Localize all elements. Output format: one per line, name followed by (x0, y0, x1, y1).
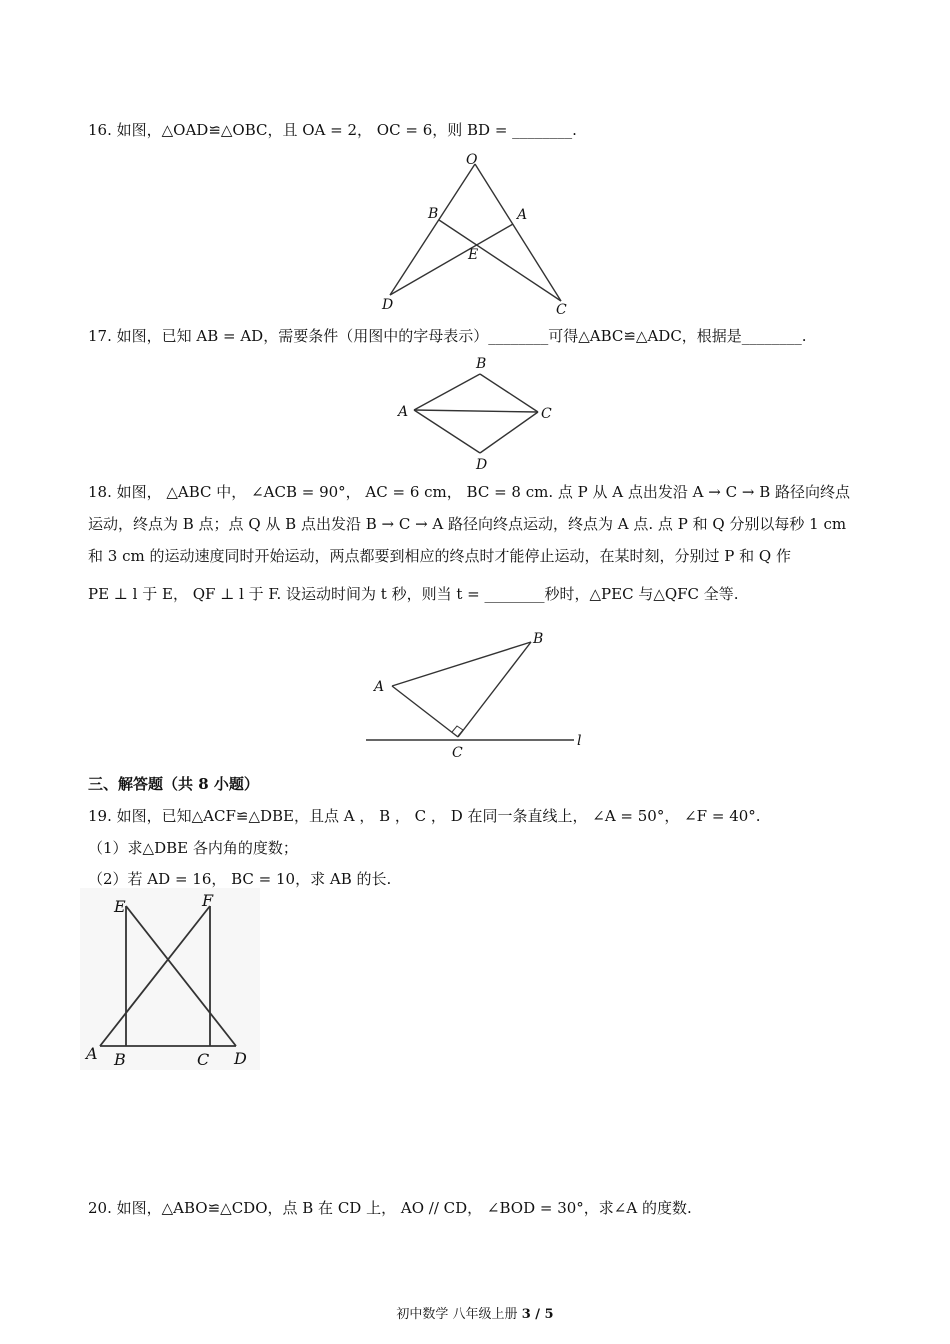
question-18-line-2: 运动，终点为 B 点；点 Q 从 B 点出发沿 B → C → A 路径向终点运动，终点为 A 点. 点 P 和 Q 分别以每秒 1 cm (88, 515, 847, 533)
label-d: D (476, 457, 488, 473)
label-d: D (234, 1049, 247, 1068)
question-19-part-1: （1）求△DBE 各内角的度数； (88, 839, 298, 857)
segment-bc (458, 642, 531, 737)
question-17: 17. 如图，已知 AB = AD，需要条件（用图中的字母表示）________可得△ABC≌△ADC，根据是________. (88, 327, 807, 345)
segment-ab (414, 374, 480, 410)
label-e: E (468, 247, 479, 263)
question-19-part-2: （2）若 AD = 16， BC = 10，求 AB 的长. (88, 870, 392, 888)
label-c: C (556, 302, 567, 318)
figure-q18 (360, 624, 596, 760)
segment-ab (392, 642, 531, 686)
question-18-line-4: PE ⊥ l 于 E， QF ⊥ l 于 F. 设运动时间为 t 秒，则当 t = ________秒时，△PEC 与△QFC 全等. (88, 585, 739, 603)
label-l: l (577, 733, 582, 749)
label-b: B (533, 631, 544, 647)
label-d: D (382, 297, 394, 313)
segment-od (390, 164, 475, 295)
question-20: 20. 如图，△ABO≌△CDO，点 B 在 CD 上， AO // CD， ∠BOD = 30°，求∠A 的度数. (88, 1199, 692, 1217)
segment-ac (414, 410, 538, 412)
segment-oc (475, 164, 561, 301)
label-f: F (202, 891, 214, 910)
label-e: E (114, 897, 126, 916)
segment-cd (480, 412, 538, 453)
page-number: 3 / 5 (521, 1307, 554, 1322)
question-19: 19. 如图，已知△ACF≌△DBE，且点 A ， B ， C ， D 在同一条直线上， ∠A = 50°， ∠F = 40°. (88, 807, 761, 825)
label-b: B (114, 1050, 126, 1069)
label-a: A (517, 207, 528, 223)
figure-q19 (80, 888, 260, 1070)
question-18-line-1: 18. 如图， △ABC 中， ∠ACB = 90°， AC = 6 cm， BC = 8 cm. 点 P 从 A 点出发沿 A → C → B 路径向终点 (88, 483, 850, 501)
figure-q17 (394, 352, 560, 474)
label-o: O (466, 152, 478, 168)
label-a: A (86, 1044, 98, 1063)
footer-label: 初中数学 八年级上册 (396, 1307, 522, 1322)
question-16: 16. 如图，△OAD≌△OBC，且 OA = 2， OC = 6，则 BD = ________. (88, 121, 577, 139)
page-footer (0, 1303, 950, 1322)
figure-q16 (378, 150, 588, 320)
segment-da (414, 410, 480, 453)
question-18-line-3: 和 3 cm 的运动速度同时开始运动，两点都要到相应的终点时才能停止运动，在某时刻，分别过 P 和 Q 作 (88, 547, 791, 565)
label-c: C (541, 406, 552, 422)
segment-ac (392, 686, 458, 737)
label-c: C (452, 745, 463, 760)
label-b: B (476, 356, 487, 372)
label-a: A (374, 679, 385, 695)
section-title: 三、解答题（共 8 小题） (88, 775, 259, 793)
label-a: A (398, 404, 409, 420)
label-c: C (197, 1050, 210, 1069)
label-b: B (428, 206, 439, 222)
segment-bc (480, 374, 538, 412)
segment-ad (390, 224, 513, 295)
